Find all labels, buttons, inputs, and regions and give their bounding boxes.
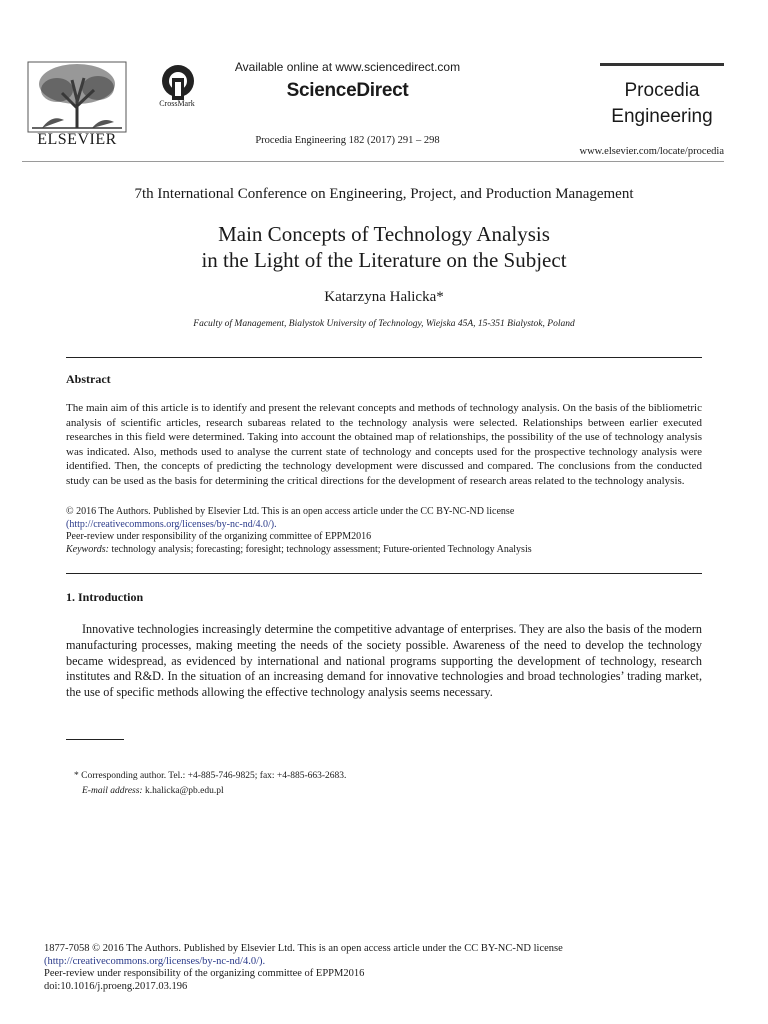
conference-name: 7th International Conference on Engineering, Project, and Production Management — [134, 186, 634, 202]
email-value[interactable]: k.halicka@pb.edu.pl — [142, 786, 224, 796]
keywords-value: technology analysis; forecasting; foresight; technology assessment; Future-oriented Technology Analysis — [108, 543, 532, 555]
journal-title-box — [600, 63, 724, 130]
header-divider — [22, 161, 724, 162]
footnote-divider — [66, 739, 124, 740]
section-heading-introduction: 1. Introduction — [66, 590, 144, 604]
keywords-label: Keywords: — [66, 543, 109, 555]
footer-doi[interactable]: doi:10.1016/j.proeng.2017.03.196 — [44, 980, 188, 992]
journal-title-line2: Engineering — [611, 106, 713, 127]
journal-title-line1: Procedia — [624, 80, 700, 101]
footnote-corresponding: * Corresponding author. Tel.: +4-885-746-9825; fax: +4-885-663-2683. — [74, 771, 347, 781]
footer-license-link[interactable]: (http://creativecommons.org/licenses/by-nc-nd/4.0/). — [44, 955, 266, 967]
copyright-line: © 2016 The Authors. Published by Elsevier Ltd. This is an open access article under the CC BY-NC-ND license — [66, 506, 515, 517]
journal-url[interactable]: www.elsevier.com/locate/procedia — [579, 146, 724, 157]
author-name: Katarzyna Halicka* — [324, 289, 444, 305]
title-line-1: Main Concepts of Technology Analysis — [218, 222, 550, 246]
crossmark-label: CrossMark — [159, 99, 195, 108]
peer-review-line: Peer-review under responsibility of the organizing committee of EPPM2016 — [66, 531, 372, 542]
abstract-heading: Abstract — [66, 372, 111, 386]
license-link[interactable]: (http://creativecommons.org/licenses/by-nc-nd/4.0/). — [66, 518, 277, 530]
publisher-name: ELSEVIER — [37, 131, 117, 148]
footer-peer-review: Peer-review under responsibility of the organizing committee of EPPM2016 — [44, 968, 365, 980]
abstract-copyright — [66, 506, 702, 556]
introduction-paragraph: Innovative technologies increasingly determine the competitive advantage of enterprises. They are also the basis of the modern manufacturing processes, making meeting the needs of the society possible. Awareness of the need to develop the technology became widespread, as evidenced by international and national programs supporting the development of technology, research institutes and R&D. In the situation of an increasing demand for innovative technologies and broad technologies’ trading market, the use of specific methods allowing the effective technology analysis seems necessary. — [66, 622, 702, 700]
abstract-bottom-rule — [66, 573, 702, 574]
footer-issn-line: 1877-7058 © 2016 The Authors. Published by Elsevier Ltd. This is an open access article under the CC BY-NC-ND license — [44, 943, 563, 954]
footnote-email — [82, 786, 224, 796]
sciencedirect-logo[interactable]: ScienceDirect — [286, 80, 409, 101]
journal-citation: Procedia Engineering 182 (2017) 291 – 298 — [255, 135, 440, 146]
author-affiliation: Faculty of Management, Bialystok University of Technology, Wiejska 45A, 15-351 Bialystok, Poland — [193, 319, 575, 329]
available-online: Available online at www.sciencedirect.com — [234, 60, 461, 74]
email-label: E-mail address: — [82, 786, 143, 796]
keywords-line — [66, 544, 702, 557]
abstract-top-rule — [66, 357, 702, 358]
page-footer — [44, 943, 724, 993]
paper-title — [22, 221, 746, 273]
title-line-2: in the Light of the Literature on the Subject — [201, 248, 567, 272]
abstract-text: The main aim of this article is to identify and present the relevant concepts and methods of technology analysis. On the basis of the bibliometric analysis of scientific articles, research subareas related to the technology analysis were selected. Relationships between earlier executed researches in this field were determined. Taking into account the obtained map of relationships, the possibility of the use of technology analysis was indicated. Also, methods used to analyse the current state of technology and concepts used for the prospective technology analysis were identified. Then, the concepts of predicting the technology development were discussed and compared. The conclusions from the conducted study can be used as the basis for determining the critical directions for the development of research areas related to the technology analysis. — [66, 402, 702, 487]
